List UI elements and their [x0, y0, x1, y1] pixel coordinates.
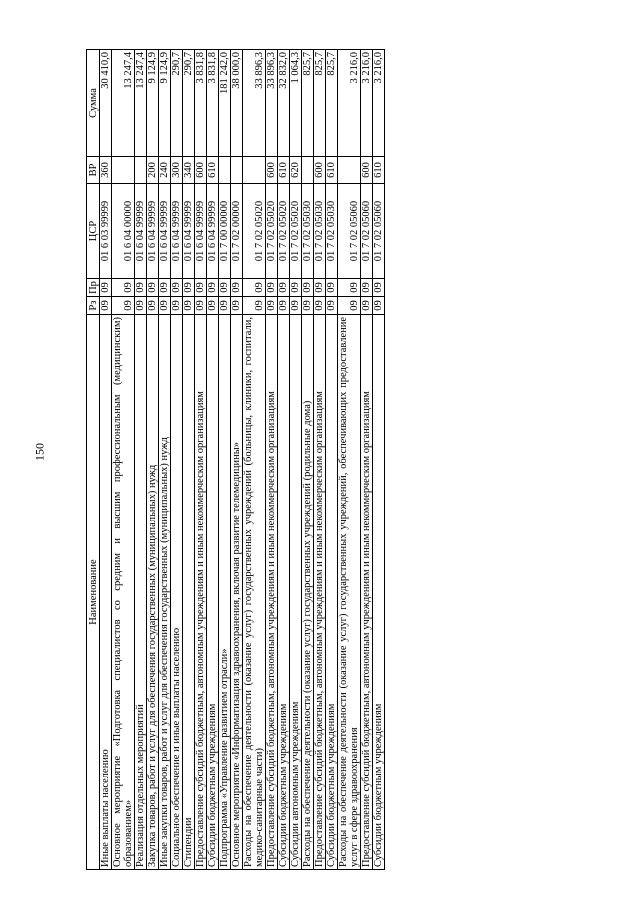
- table-cell-rz: 09: [290, 297, 302, 315]
- table-cell-pr: 09: [326, 279, 338, 297]
- table-cell-pr: 09: [147, 279, 159, 297]
- table-cell-vr: [219, 157, 231, 184]
- table-cell-pr: 09: [207, 279, 219, 297]
- table-cell-sum: 825,7: [302, 50, 314, 157]
- table-cell-vr: 610: [207, 157, 219, 184]
- table-cell-vr: [112, 157, 135, 184]
- table-cell-pr: 09: [302, 279, 314, 297]
- table-cell-rz: 09: [326, 297, 338, 315]
- table-row: [219, 50, 231, 870]
- table-row: [159, 50, 171, 870]
- table-row: [171, 50, 183, 870]
- table-cell-csr: 01 6 04 99999: [183, 184, 195, 279]
- table-cell-vr: 610: [326, 157, 338, 184]
- table-cell-rz: 09: [183, 297, 195, 315]
- table-cell-csr: 01 7 02 00000: [231, 184, 243, 279]
- table-cell-name: Предоставление субсидий бюджетным, автономным учреждениям и иным некоммерческим организациям: [361, 315, 373, 870]
- table-cell-name: Социальное обеспечение и иные выплаты населению: [171, 315, 183, 870]
- table-cell-vr: 600: [314, 157, 326, 184]
- table-row: [231, 50, 243, 870]
- table-cell-vr: 300: [171, 157, 183, 184]
- table-cell-sum: 30 410,0: [100, 50, 112, 157]
- table-cell-rz: 09: [135, 297, 147, 315]
- table-row: [100, 50, 112, 870]
- table-cell-sum: 825,7: [314, 50, 326, 157]
- table-cell-name: Стипендии: [183, 315, 195, 870]
- table-row: [147, 50, 159, 870]
- table-cell-csr: 01 6 04 99999: [195, 184, 207, 279]
- table-cell-csr: 01 6 04 99999: [159, 184, 171, 279]
- table-cell-rz: 09: [361, 297, 373, 315]
- table-row: [183, 50, 195, 870]
- table-cell-sum: 33 896,3: [243, 50, 266, 157]
- budget-table: [86, 49, 385, 870]
- table-row: [361, 50, 373, 870]
- table-cell-rz: 09: [195, 297, 207, 315]
- table-cell-pr: 09: [171, 279, 183, 297]
- table-cell-sum: 3 216,0: [338, 50, 361, 157]
- table-cell-pr: 09: [159, 279, 171, 297]
- table-cell-rz: 09: [112, 297, 135, 315]
- table-cell-csr: 01 6 04 99999: [135, 184, 147, 279]
- table-cell-name: Подпрограмма «Управление развитием отрасли»: [219, 315, 231, 870]
- table-cell-name: Закупка товаров, работ и услуг для обеспечения государственных (муниципальных) нужд: [147, 315, 159, 870]
- table-row: [266, 50, 278, 870]
- table-cell-sum: 1 064,3: [290, 50, 302, 157]
- table-cell-rz: 09: [219, 297, 231, 315]
- table-cell-sum: 32 832,0: [278, 50, 290, 157]
- table-cell-pr: 09: [373, 279, 385, 297]
- table-cell-pr: 09: [243, 279, 266, 297]
- table-row: [326, 50, 338, 870]
- table-cell-pr: 09: [219, 279, 231, 297]
- table-cell-rz: 09: [302, 297, 314, 315]
- table-row: [314, 50, 326, 870]
- table-cell-rz: 09: [314, 297, 326, 315]
- table-cell-name: Иные выплаты населению: [100, 315, 112, 870]
- table-cell-rz: 09: [171, 297, 183, 315]
- table-cell-rz: 09: [278, 297, 290, 315]
- table-cell-vr: [243, 157, 266, 184]
- table-cell-name: Основное мероприятие «Информатизация здравоохранения, включая развитие телемедицины»: [231, 315, 243, 870]
- table-row: [243, 50, 266, 870]
- table-cell-name: Расходы на обеспечение деятельности (оказание услуг) государственных учреждений (больницы, клиники, госпитали, медико-санитарные части): [243, 315, 266, 870]
- table-row: [338, 50, 361, 870]
- table-cell-pr: 09: [361, 279, 373, 297]
- table-cell-pr: 09: [112, 279, 135, 297]
- table-cell-name: Иные закупки товаров, работ и услуг для обеспечения государственных (муниципальных) нужд: [159, 315, 171, 870]
- table-cell-vr: [231, 157, 243, 184]
- table-cell-name: Субсидии бюджетным учреждениям: [207, 315, 219, 870]
- table-cell-rz: 09: [147, 297, 159, 315]
- table-cell-name: Предоставление субсидий бюджетным, автономным учреждениям и иным некоммерческим организациям: [195, 315, 207, 870]
- table-cell-rz: 09: [207, 297, 219, 315]
- table-cell-vr: 610: [373, 157, 385, 184]
- table-cell-name: Субсидии бюджетным учреждениям: [373, 315, 385, 870]
- table-cell-name: Субсидии автономным учреждениям: [290, 315, 302, 870]
- table-cell-rz: 09: [373, 297, 385, 315]
- table-cell-vr: 600: [266, 157, 278, 184]
- table-cell-rz: 09: [243, 297, 266, 315]
- table-cell-csr: 01 6 04 00000: [112, 184, 135, 279]
- table-cell-vr: 340: [183, 157, 195, 184]
- header-csr: ЦСР: [87, 184, 100, 279]
- table-cell-sum: 9 124,9: [147, 50, 159, 157]
- table-cell-sum: 290,7: [171, 50, 183, 157]
- table-cell-vr: [135, 157, 147, 184]
- rotated-table-container: [86, 50, 590, 870]
- table-cell-csr: 01 7 02 05020: [290, 184, 302, 279]
- table-cell-pr: 09: [183, 279, 195, 297]
- table-cell-pr: 09: [195, 279, 207, 297]
- table-cell-csr: 01 7 02 05060: [361, 184, 373, 279]
- table-cell-rz: 09: [100, 297, 112, 315]
- table-row: [207, 50, 219, 870]
- table-cell-csr: 01 7 02 05020: [278, 184, 290, 279]
- page-number: 150: [32, 443, 47, 461]
- header-pr: Пр: [87, 279, 100, 297]
- table-cell-csr: 01 7 02 05030: [314, 184, 326, 279]
- table-cell-csr: 01 7 02 05060: [373, 184, 385, 279]
- table-cell-sum: 3 831,8: [207, 50, 219, 157]
- table-cell-csr: 01 7 02 05020: [266, 184, 278, 279]
- table-cell-vr: 610: [278, 157, 290, 184]
- table-cell-pr: 09: [100, 279, 112, 297]
- header-rz: Рз: [87, 297, 100, 315]
- header-sum: Сумма: [87, 50, 100, 157]
- table-cell-pr: 09: [231, 279, 243, 297]
- table-cell-vr: 360: [100, 157, 112, 184]
- table-cell-sum: 181 242,0: [219, 50, 231, 157]
- table-row: [278, 50, 290, 870]
- table-row: [302, 50, 314, 870]
- table-cell-pr: 09: [135, 279, 147, 297]
- table-cell-name: Расходы на обеспечение деятельности (оказание услуг) государственных учреждений, обеспечивающих предоставление услуг в сфере здравоохранения: [338, 315, 361, 870]
- table-cell-csr: 01 6 03 99999: [100, 184, 112, 279]
- table-cell-csr: 01 7 00 00000: [219, 184, 231, 279]
- table-cell-rz: 09: [159, 297, 171, 315]
- table-cell-rz: 09: [266, 297, 278, 315]
- table-cell-csr: 01 6 04 99999: [147, 184, 159, 279]
- table-cell-sum: 33 896,3: [266, 50, 278, 157]
- table-cell-sum: 13 247,4: [112, 50, 135, 157]
- table-cell-sum: 13 247,4: [135, 50, 147, 157]
- table-cell-sum: 3 216,0: [361, 50, 373, 157]
- table-cell-csr: 01 6 04 99999: [207, 184, 219, 279]
- table-cell-name: Субсидии бюджетным учреждениям: [326, 315, 338, 870]
- table-cell-sum: 38 000,0: [231, 50, 243, 157]
- table-cell-csr: 01 7 02 05060: [338, 184, 361, 279]
- table-row: [195, 50, 207, 870]
- table-row: [112, 50, 135, 870]
- table-cell-name: Реализация отдельных мероприятий: [135, 315, 147, 870]
- table-cell-pr: 09: [314, 279, 326, 297]
- header-row: [87, 50, 100, 870]
- header-vr: ВР: [87, 157, 100, 184]
- table-cell-vr: 240: [159, 157, 171, 184]
- table-cell-name: Предоставление субсидий бюджетным, автономным учреждениям и иным некоммерческим организациям: [314, 315, 326, 870]
- table-cell-pr: 09: [338, 279, 361, 297]
- table-cell-rz: 09: [338, 297, 361, 315]
- table-cell-sum: 9 124,9: [159, 50, 171, 157]
- table-cell-pr: 09: [290, 279, 302, 297]
- table-cell-csr: 01 7 02 05030: [302, 184, 314, 279]
- table-cell-sum: 290,7: [183, 50, 195, 157]
- table-cell-vr: [302, 157, 314, 184]
- table-cell-name: Расходы на обеспечение деятельности (оказание услуг) государственных учреждений (родильные дома): [302, 315, 314, 870]
- table-cell-rz: 09: [231, 297, 243, 315]
- table-cell-vr: 200: [147, 157, 159, 184]
- table-row: [373, 50, 385, 870]
- table-row: [290, 50, 302, 870]
- table-cell-vr: 600: [195, 157, 207, 184]
- table-cell-vr: 620: [290, 157, 302, 184]
- table-cell-sum: 3 831,8: [195, 50, 207, 157]
- table-cell-csr: 01 7 02 05020: [243, 184, 266, 279]
- table-cell-vr: 600: [361, 157, 373, 184]
- table-cell-vr: [338, 157, 361, 184]
- table-cell-pr: 09: [278, 279, 290, 297]
- table-cell-name: Субсидии бюджетным учреждениям: [278, 315, 290, 870]
- table-cell-sum: 3 216,0: [373, 50, 385, 157]
- table-row: [135, 50, 147, 870]
- table-cell-csr: 01 7 02 05030: [326, 184, 338, 279]
- header-name: Наименование: [87, 315, 100, 870]
- table-cell-sum: 825,7: [326, 50, 338, 157]
- table-cell-csr: 01 6 04 99999: [171, 184, 183, 279]
- table-cell-name: Основное мероприятие «Подготовка специалистов со средним и высшим профессиональным (медицинским) образованием»: [112, 315, 135, 870]
- table-cell-pr: 09: [266, 279, 278, 297]
- table-cell-name: Предоставление субсидий бюджетным, автономным учреждениям и иным некоммерческим организациям: [266, 315, 278, 870]
